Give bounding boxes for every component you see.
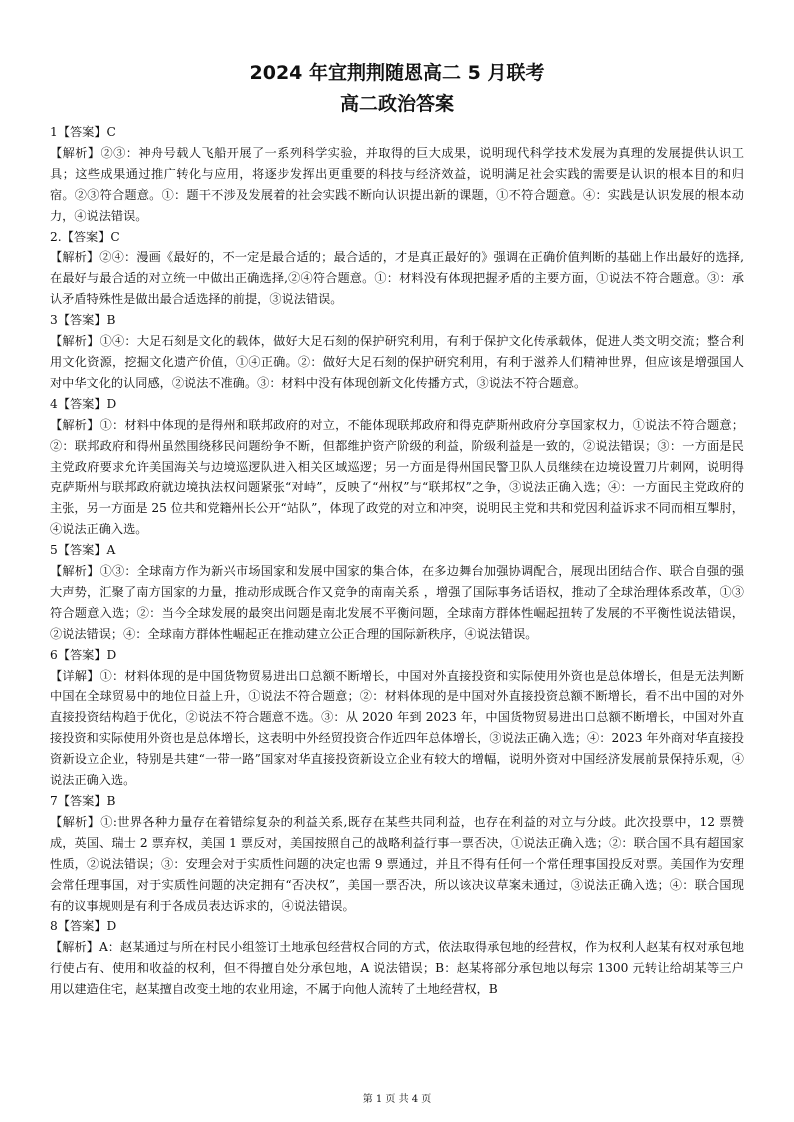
question-2 — [50, 227, 744, 311]
question-7 — [50, 791, 744, 916]
explanation: 【详解】①：材料体现的是中国货物贸易进出口总额不断增长，中国对外直接投资和实际使用外资也是总体增长，但是无法判断中国在全球贸易中的地位日益上升，①说法不符合题意；②：材料体现的是中国对外直接投资总额不断增长，看不出中国的对外直接投资结构趋于优化，②说法不符合题意不选。③：从 2020 年到 2023 年，中国货物贸易进出口总额不断增长，中国对外直接投资和实际使用外资也是总体增长，这表明中外经贸投资合作近四年总体增长，③说法正确入选；④：2023 年外商对华直接投资新设立企业，特别是共建“一带一路”国家对华直接投资新设立企业有较大的增幅，说明外资对中国经济发展前景保持乐观，④说法正确入选。 — [50, 668, 744, 788]
question-8 — [50, 916, 744, 1000]
question-3 — [50, 310, 744, 394]
answer-line: 5【答案】A — [50, 543, 116, 558]
question-5 — [50, 540, 744, 645]
answer-sheet-page — [50, 58, 744, 1000]
explanation: 【解析】①：材料中体现的是得州和联邦政府的对立，不能体现联邦政府和得克萨斯州政府分享国家权力，①说法不符合题意；②：联邦政府和得州虽然围绕移民问题纷争不断，但都维护资产阶级的利益，阶级利益是一致的，②说法错误；③：一方面是民主党政府要求允许美国海关与边境巡逻队进入相关区域巡逻；另一方面是得州国民警卫队人员继续在边境设置刀片刺网，说明得克萨斯州与联邦政府就边境执法权问题紧张“对峙”，反映了“州权”与“联邦权”之争，③说法正确入选；④：一方面民主党政府的主张，另一方面是 25 位共和党籍州长公开“站队”，体现了政党的对立和冲突，说明民主党和共和党因利益诉求不同而相互掣肘，④说法正确入选。 — [50, 417, 744, 537]
explanation: 【解析】②④：漫画《最好的，不一定是最合适的；最合适的，才是真正最好的》强调在正确价值判断的基础上作出最好的选择,在最好与最合适的对立统一中做出正确选择,②④符合题意。①：材料没有体现把握矛盾的主要方面，①说法不符合题意。③：承认矛盾特殊性是做出最合适选择的前提，③说法错误。 — [50, 250, 744, 307]
exam-title: 2024 年宜荆荆随恩高二 5 月联考 — [249, 62, 545, 84]
question-6 — [50, 645, 744, 791]
answer-line: 4【答案】D — [50, 396, 117, 411]
explanation: 【解析】①④：大足石刻是文化的载体，做好大足石刻的保护研究利用，有利于保护文化传承载体，促进人类文明交流；整合利用文化资源，挖掘文化遗产价值，①④正确。②：做好大足石刻的保护研究利用，有利于滋养人们精神世界，但应该是增强国人对中华文化的认同感，②说法不准确。③：材料中没有体现创新文化传播方式，③说法不符合题意。 — [50, 334, 744, 390]
page-number: 第 1 页 共 4 页 — [362, 1094, 432, 1105]
answer-line: 8【答案】D — [50, 919, 117, 934]
explanation: 【解析】A：赵某通过与所在村民小组签订土地承包经营权合同的方式，依法取得承包地的经营权，作为权利人赵某有权对承包地行使占有、使用和收益的权利，但不得擅自处分承包地，A 说法错误；B：赵某将部分承包地以每宗 1300 元转让给胡某等三户用以建造住宅，赵某擅自改变土地的农业用途，不属于向他人流转了土地经营权，B — [50, 940, 744, 997]
answer-key-title: 高二政治答案 — [339, 93, 454, 115]
answer-line: 2.【答案】C — [50, 229, 120, 244]
answer-line: 3【答案】B — [50, 313, 116, 328]
explanation: 【解析】①:世界各种力量存在着错综复杂的利益关系,既存在某些共同利益，也存在利益的对立与分歧。此次投票中，12 票赞成，英国、瑞士 2 票弃权，美国 1 票反对，美国按照自己的战略利益行事一票否决，①说法正确入选；②：联合国不具有超国家性质，②说法错误；③：安理会对于实质性问题的决定也需 9 票通过，并且不得有任何一个常任理事国投反对票。美国作为安理会常任理事国，对于实质性问题的决定拥有“否决权”，美国一票否决，所以该决议草案未通过，③说法正确入选；④：联合国现有的议事规则是有利于各成员表达诉求的，④说法错误。 — [50, 814, 744, 913]
answer-line: 1【答案】C — [50, 125, 116, 139]
answer-line: 7【答案】B — [50, 794, 116, 808]
question-4 — [50, 394, 744, 540]
explanation: 【解析】①③：全球南方作为新兴市场国家和发展中国家的集合体，在多边舞台加强协调配合，展现出团结合作、联合自强的强大声势，汇聚了南方国家的力量，推动形成既合作又竞争的南南关系 ，增强了国际事务话语权，推动了全球治理体系改革，①③符合题意入选；②：当今全球发展的最突出问题是南北发展不平衡问题，全球南方群体性崛起扭转了发展的不平衡性说法错误，②说法错误；④：全球南方群体性崛起正在推动建立公正合理的国际新秩序，④说法错误。 — [50, 564, 744, 641]
question-1 — [50, 122, 744, 227]
answer-line: 6【答案】D — [50, 647, 117, 662]
explanation: 【解析】②③：神舟号载人飞船开展了一系列科学实验，并取得的巨大成果，说明现代科学技术发展为真理的发展提供认识工具；这些成果通过推广转化与应用，将逐步发挥出更重要的科技与经济效益，说明满足社会实践的需要是认识的根本目的和归宿。②③符合题意。①：题干不涉及发展着的社会实践不断向认识提出新的课题，①不符合题意。④：实践是认识发展的根本动力，④说法错误。 — [50, 145, 744, 223]
